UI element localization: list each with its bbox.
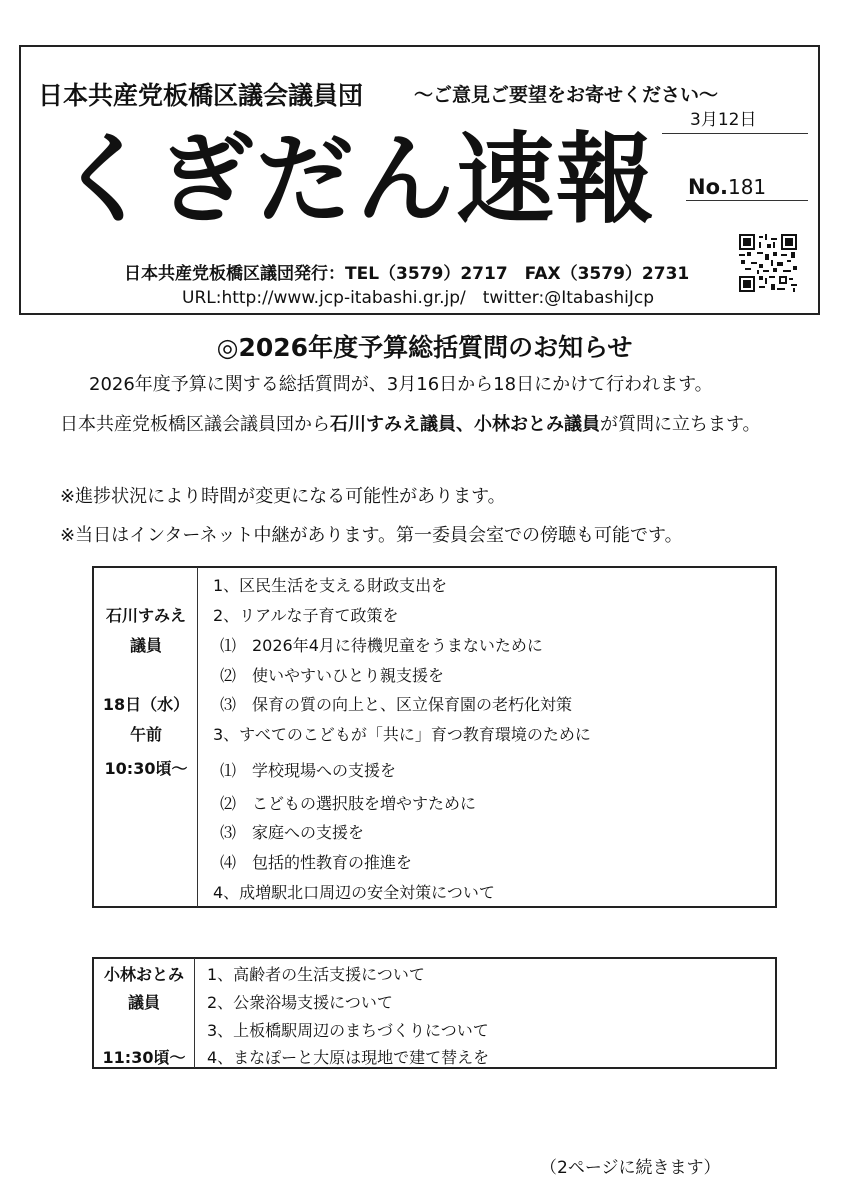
paragraph-intro: 2026年度予算に関する総括質問が、3月16日から18日にかけて行われます。 [89,374,713,395]
newsletter-title: くぎだん速報 [56,123,657,237]
table-divider [194,958,195,1068]
question-subitem: ⑴ 学校現場への支援を [220,761,397,780]
question-item: 3、すべてのこどもが「共に」育つ教育環境のために [213,725,591,744]
paragraph-speakers [60,409,800,440]
question-item: 1、区民生活を支える財政支出を [213,576,448,595]
speakers-names: 石川すみえ議員、小林おとみ議員 [330,414,600,435]
question-item: 3、上板橋駅周辺のまちづくりについて [207,1021,489,1040]
speaker-day: 18日（水） [102,695,190,714]
issue-underline [686,200,808,201]
org-subtitle: 〜ご意見ご要望をお寄せください〜 [414,84,719,106]
url-twitter-line: URL:http://www.jcp-itabashi.gr.jp/ twitter:@ItabashiJcp [182,288,655,308]
speaker-time: 10:30頃〜 [104,759,188,778]
question-subitem: ⑶ 保育の質の向上と、区立保育園の老朽化対策 [220,695,573,714]
continued-note: （2ページに続きます） [540,1158,721,1178]
speakers-suffix: が質問に立ちます。 [600,414,761,435]
question-subitem: ⑴ 2026年4月に待機児童をうまないために [220,636,543,655]
question-subitem: ⑷ 包括的性教育の推進を [220,853,413,872]
question-item: 1、高齢者の生活支援について [207,965,425,984]
speaker-ampm: 午前 [129,725,162,744]
speaker-title: 議員 [127,993,160,1012]
org-title: 日本共産党板橋区議会議員団 [38,81,364,110]
publisher-contact: 日本共産党板橋区議団発行：TEL（3579）2717 FAX（3579）2731 [124,264,690,284]
note-broadcast: ※当日はインターネット中継があります。第一委員会室での傍聴も可能です。 [60,525,683,546]
speaker-name: 石川すみえ [105,606,186,625]
issue-date: 3月12日 [690,110,757,130]
speaker-name: 小林おとみ [103,965,184,984]
question-subitem: ⑵ こどもの選択肢を増やすために [220,794,477,813]
qr-code-icon [739,234,797,292]
question-item: 2、公衆浴場支援について [207,993,393,1012]
note-schedule: ※進捗状況により時間が変更になる可能性があります。 [60,486,506,507]
issue-prefix: No. [688,175,728,199]
question-subitem: ⑵ 使いやすいひとり親支援を [220,666,445,685]
question-item: 4、成増駅北口周辺の安全対策について [213,883,495,902]
date-underline [662,133,808,134]
question-item: 4、まなぽーと大原は現地で建て替えを [207,1048,490,1067]
issue-value: 181 [727,175,767,199]
issue-number [688,175,766,199]
speakers-prefix: 日本共産党板橋区議会議員団から [60,414,330,435]
question-subitem: ⑶ 家庭への支援を [220,823,365,842]
table-divider [197,567,198,907]
article-headline: ◎2026年度予算総括質問のお知らせ [216,333,633,362]
speaker-title: 議員 [129,636,162,655]
question-item: 2、リアルな子育て政策を [213,606,399,625]
speaker-time: 11:30頃〜 [102,1048,186,1067]
